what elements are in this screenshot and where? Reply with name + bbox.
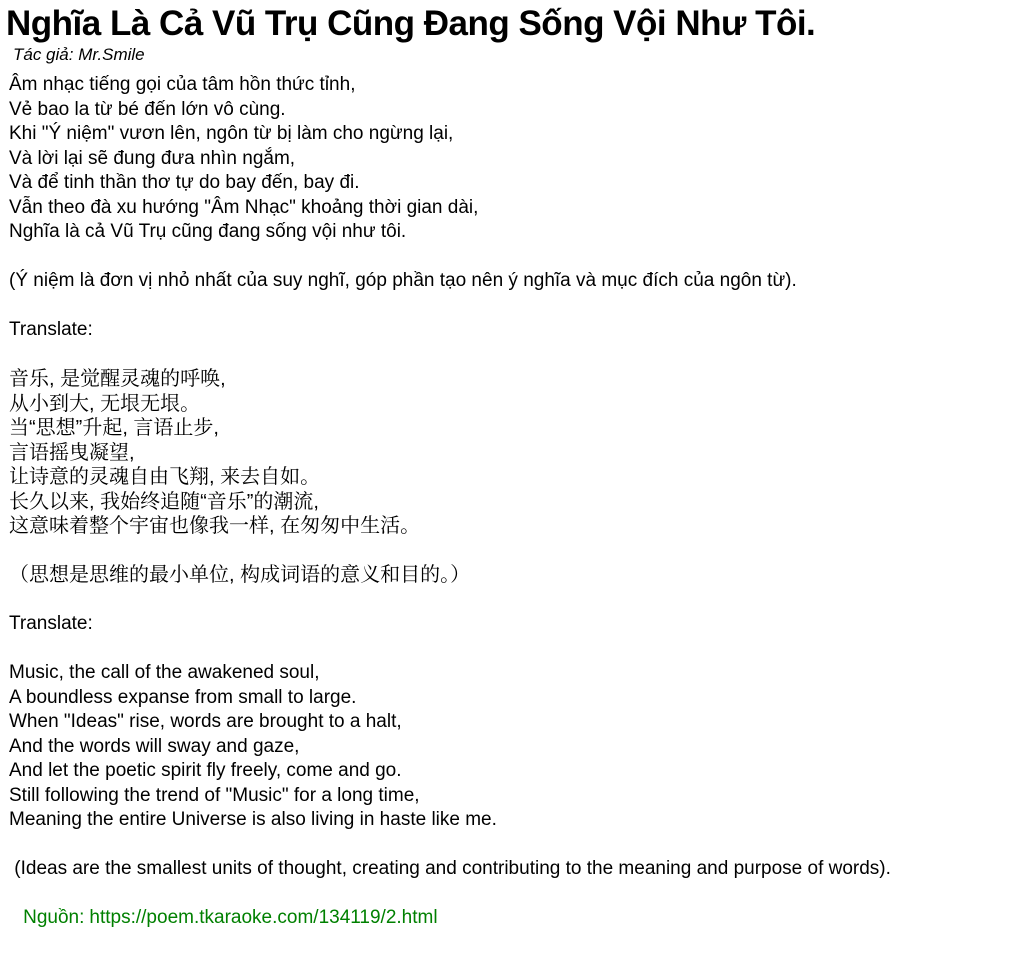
poem-line: And let the poetic spirit fly freely, come and go. [6,759,1021,784]
poem-line: Music, the call of the awakened soul, [6,661,1021,686]
page-title: Nghĩa Là Cả Vũ Trụ Cũng Đang Sống Vội Như Tôi. [6,4,1021,44]
poem-line: 从小到大, 无垠无垠。 [6,392,1021,417]
poem-line: A boundless expanse from small to large. [6,686,1021,711]
english-poem [6,661,1021,833]
author-line: Tác giả: Mr.Smile [6,44,1021,65]
blank-line [6,588,1021,613]
vietnamese-note: (Ý niệm là đơn vị nhỏ nhất của suy nghĩ, góp phần tạo nên ý nghĩa và mục đích của ngôn từ). [6,269,1021,294]
vietnamese-poem [6,73,1021,245]
translate-label: Translate: [6,318,1021,343]
poem-line: Meaning the entire Universe is also living in haste like me. [6,808,1021,833]
source-line [2,882,1021,955]
poem-line: Vẫn theo đà xu hướng "Âm Nhạc" khoảng thời gian dài, [6,196,1021,221]
chinese-poem [6,367,1021,539]
poem-line: 长久以来, 我始终追随“音乐”的潮流, [6,490,1021,515]
poem-line: Still following the trend of "Music" for a long time, [6,784,1021,809]
chinese-note: （思想是思维的最小单位, 构成词语的意义和目的。） [6,563,1021,588]
poem-line: Và lời lại sẽ đung đưa nhìn ngắm, [6,147,1021,172]
blank-line [6,833,1021,858]
poem-line: Âm nhạc tiếng gọi của tâm hồn thức tỉnh, [6,73,1021,98]
blank-line [6,539,1021,564]
poem-line: Vẻ bao la từ bé đến lớn vô cùng. [6,98,1021,123]
blank-line [6,294,1021,319]
source-label: Nguồn: [23,907,84,928]
poem-line: When "Ideas" rise, words are brought to a halt, [6,710,1021,735]
poem-line: Và để tinh thần thơ tự do bay đến, bay đi. [6,171,1021,196]
poem-line: 让诗意的灵魂自由飞翔, 来去自如。 [6,465,1021,490]
poem-line: 言语摇曳凝望, [6,441,1021,466]
poem-line: 音乐, 是觉醒灵魂的呼唤, [6,367,1021,392]
blank-line [6,245,1021,270]
translate-label: Translate: [6,612,1021,637]
blank-line [6,637,1021,662]
poem-line: Khi "Ý niệm" vươn lên, ngôn từ bị làm cho ngừng lại, [6,122,1021,147]
blank-line [6,343,1021,368]
poem-line: Nghĩa là cả Vũ Trụ cũng đang sống vội như tôi. [6,220,1021,245]
poem-line: 这意味着整个宇宙也像我一样, 在匆匆中生活。 [6,514,1021,539]
english-note: (Ideas are the smallest units of thought, creating and contributing to the meaning and purpose of words). [6,857,1021,882]
poem-line: And the words will sway and gaze, [6,735,1021,760]
poem-line: 当“思想”升起, 言语止步, [6,416,1021,441]
source-url-link[interactable]: https://poem.tkaraoke.com/134119/2.html [89,907,437,928]
